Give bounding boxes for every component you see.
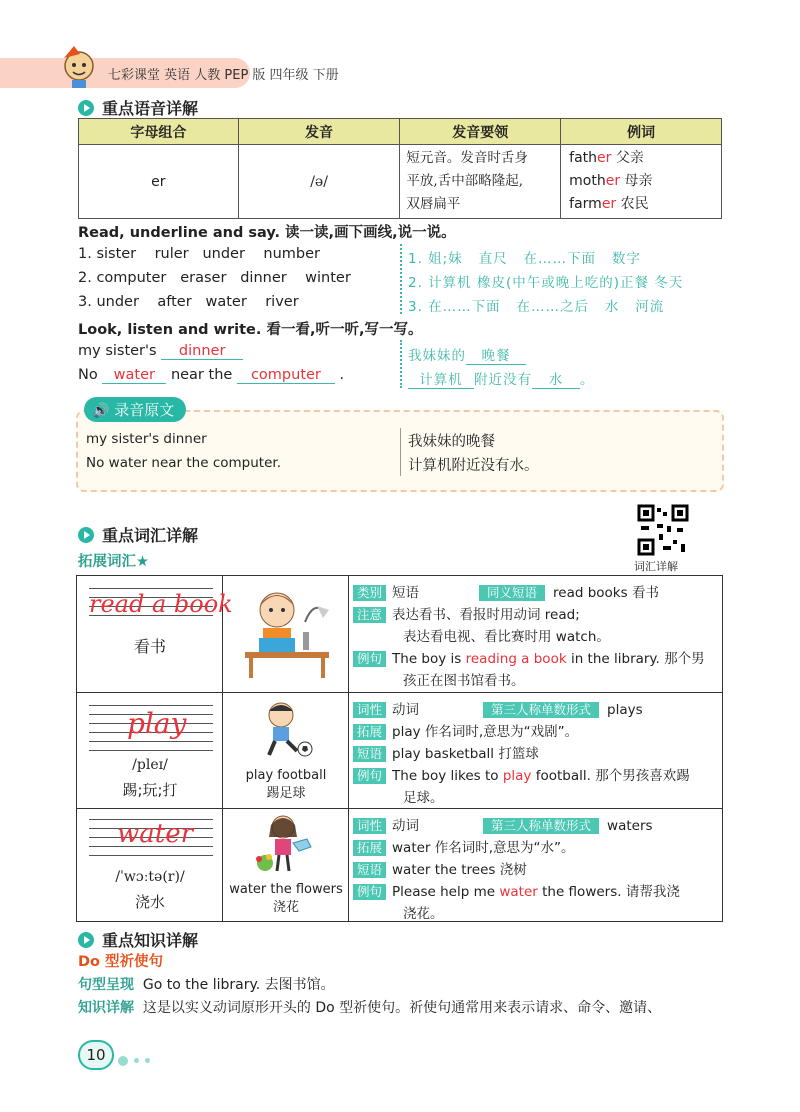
word-cell — [77, 693, 223, 808]
exercise1-row-3: 3. under after water river — [78, 294, 299, 310]
knowledge-detail: 知识详解 这是以实义动词原形开头的 Do 型祈使句。祈使句通常用来表示请求、命令、邀请、 — [78, 1000, 662, 1016]
picture-caption: water the flowers — [229, 882, 343, 897]
vocab-table — [76, 575, 723, 922]
decor-dot — [134, 1058, 139, 1063]
answer-blank: dinner — [161, 343, 243, 360]
picture-cell — [223, 693, 349, 808]
exercise1-row-2: 2. computer eraser dinner winter — [78, 270, 351, 286]
word-phonetic: /pleɪ/ — [132, 757, 168, 773]
definition-cell: 类别 短语 同义短语 read books 看书 注意 表达看书、看报时用动词 read; 表达看电视、看比赛时用 watch。 例句 The boy is reading a book in the library. 那个男 孩正在图书馆看书。 — [349, 576, 722, 692]
qr-code-icon[interactable] — [637, 504, 689, 556]
vocab-section-title: 重点词汇详解 — [78, 523, 198, 546]
word-meaning: 看书 — [133, 637, 166, 656]
decor-dot — [118, 1056, 128, 1066]
vocab-subtitle: 拓展词汇★ — [78, 554, 149, 570]
exercise2-instruction: Look, listen and write. 看一看,听一听,写一写。 — [78, 322, 423, 338]
girl-watering-icon — [253, 813, 319, 875]
answer-blank: computer — [237, 367, 335, 384]
picture-caption: play football — [245, 768, 327, 783]
boy-football-icon — [257, 699, 317, 759]
transcript-cn-1: 我妹妹的晚餐 — [408, 434, 495, 450]
vocab-row — [77, 809, 722, 921]
exercise1-hint-2: 2. 计算机 橡皮(中午或晚上吃的)正餐 冬天 — [408, 275, 684, 291]
exercise1-hint-3: 3. 在……下面 在……之后 水 河流 — [408, 299, 665, 315]
example-word: farmer 农民 — [569, 196, 649, 212]
exercise2-line-1: my sister's dinner — [78, 343, 243, 360]
exercise2-hint-2: 计算机 附近没有 水 。 — [408, 368, 595, 389]
speaker-icon: 🔊 — [92, 403, 110, 419]
combo-cell: er — [79, 145, 239, 219]
exercise2-hint-1: 我妹妹的 晚餐 — [408, 344, 526, 365]
examples-cell — [561, 145, 722, 219]
exercise1-instruction: Read, underline and say. 读一读,画下画线,说一说。 — [78, 225, 456, 241]
col-examples-header: 例词 — [561, 119, 722, 145]
word-meaning: 踢;玩;打 — [122, 781, 178, 799]
tips-cell: 短元音。发音时舌身 平放,舌中部略隆起, 双唇扁平 — [400, 145, 561, 219]
word-cell — [77, 576, 233, 692]
word-handwriting: play — [127, 707, 187, 740]
hint-divider — [400, 244, 402, 314]
vocab-row — [77, 693, 722, 809]
boy-reading-icon — [241, 582, 333, 682]
word-handwriting: water — [117, 819, 194, 849]
answer-blank: water — [102, 367, 166, 384]
play-icon — [78, 932, 94, 948]
transcript-divider — [400, 428, 401, 476]
transcript-en-2: No water near the computer. — [86, 455, 281, 471]
word-phonetic: /ˈwɔːtə(r)/ — [115, 869, 185, 885]
definition-cell: 词性 动词 第三人称单数形式 waters 拓展 water 作名词时,意思为“水”。 短语 water the trees 浇树 例句 Please help me water the flowers. 请帮我浇 浇花。 — [349, 809, 722, 921]
sound-cell: /ə/ — [238, 145, 400, 219]
picture-cell — [223, 809, 349, 921]
transcript-en-1: my sister's dinner — [86, 431, 207, 447]
example-word: father 父亲 — [569, 150, 644, 166]
hint-divider — [400, 340, 402, 388]
phonics-section-title: 重点语音详解 — [78, 96, 198, 119]
definition-cell: 词性 动词 第三人称单数形式 plays 拓展 play 作名词时,意思为“戏剧”。 短语 play basketball 打篮球 例句 The boy likes to play football. 那个男孩喜欢踢 足球。 — [349, 693, 722, 808]
knowledge-subtitle: Do 型祈使句 — [78, 954, 164, 970]
phonics-table — [78, 118, 722, 219]
vocab-row — [77, 576, 722, 693]
col-sound-header: 发音 — [238, 119, 400, 145]
exercise1-row-1: 1. sister ruler under number — [78, 246, 320, 262]
sentence-pattern: 句型呈现 Go to the library. 去图书馆。 — [78, 977, 335, 993]
word-handwriting: read a book — [89, 590, 233, 618]
col-combo-header: 字母组合 — [79, 119, 239, 145]
exercise1-hint-1: 1. 姐;妹 直尺 在……下面 数字 — [408, 251, 641, 267]
transcript-cn-2: 计算机附近没有水。 — [408, 458, 539, 474]
play-icon — [78, 100, 94, 116]
picture-cell — [223, 576, 349, 692]
word-cell — [77, 809, 223, 921]
page-number: 10 — [78, 1040, 114, 1070]
word-meaning: 浇水 — [134, 893, 165, 911]
example-word: mother 母亲 — [569, 173, 653, 189]
mascot-icon — [54, 40, 104, 90]
decor-dot — [145, 1058, 150, 1063]
header-title: 七彩课堂 英语 人教 PEP 版 四年级 下册 — [108, 68, 339, 83]
knowledge-section-title: 重点知识详解 — [78, 928, 198, 951]
picture-caption-cn: 浇花 — [272, 900, 299, 915]
col-tips-header: 发音要领 — [400, 119, 561, 145]
play-icon — [78, 527, 94, 543]
transcript-label: 🔊 录音原文 — [84, 397, 186, 422]
picture-caption-cn: 踢足球 — [266, 786, 306, 801]
exercise2-line-2: No water near the computer . — [78, 367, 345, 383]
qr-caption: 词汇详解 — [634, 560, 678, 573]
